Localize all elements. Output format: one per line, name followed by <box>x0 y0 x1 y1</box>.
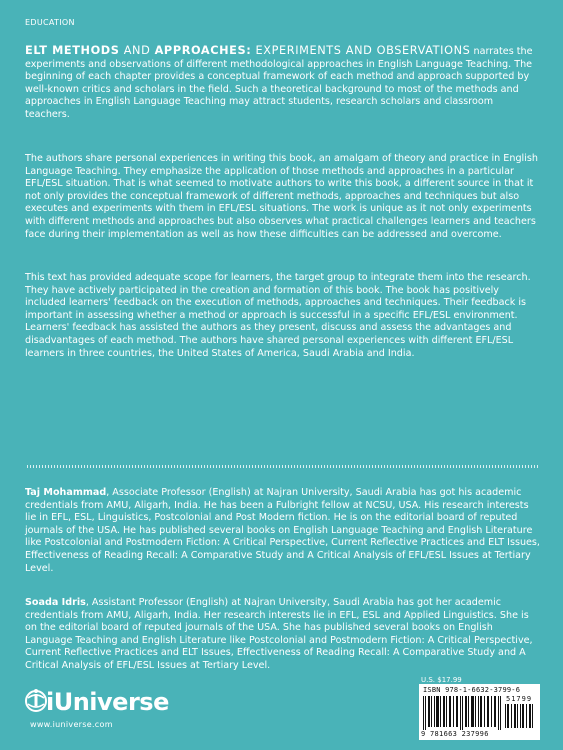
book-title-part3: EXPERIMENTS AND OBSERVATIONS <box>251 44 471 57</box>
publisher-website: www.iuniverse.com <box>30 720 113 729</box>
description-paragraph-2: The authors share personal experiences in writing this book, an amalgam of theory and practice in English Language Teaching. They emphasize the application of those methods and approaches in a particular EFL/ESL situation. That is what seemed to motivate authors to write this book, a different source in that it not only provides the conceptual framework of different methods, approaches and techniques but also executes and experiments with them in EFL/ESL situations. The work is unique as it not only experiments with different methods and approaches but also observes what practical challenges learners and teachers face during their implementation as well as how these difficulties can be addressed and overcome. <box>25 153 538 240</box>
author-bio-2 <box>25 597 540 673</box>
category-label: EDUCATION <box>25 18 75 27</box>
book-title-part1: ELT METHODS <box>25 44 120 57</box>
author-name: Soada Idris <box>25 597 86 608</box>
intro-text: narrates the experiments and observations of different methodological approaches in English Language Teaching. The beginning of each chapter provides a conceptual framework of each method and approach supported by well-known critics and scholars in the field. Such a theoretical background to most of the methods and approaches in English Language Teaching may attract students, research scholars and classroom teachers. <box>25 46 533 120</box>
isbn-barcode <box>419 684 540 740</box>
author-name: Taj Mohammad <box>25 487 107 498</box>
publisher-logo <box>24 686 174 716</box>
ean-barcode-bars <box>423 696 503 730</box>
addon-digits: 51799 <box>506 695 533 703</box>
intro-paragraph <box>25 45 540 122</box>
globe-icon <box>24 686 48 716</box>
publisher-name: iUniverse <box>46 688 169 716</box>
isbn-number: ISBN 978-1-6632-3799-6 <box>423 686 521 694</box>
description-paragraph-3: This text has provided adequate scope for learners, the target group to integrate them into the research. They have actively participated in the creation and formation of this book. The book has positively included learners' feedback on the execution of methods, approaches and techniques. Their feedback is important in assessing whether a method or approach is successful in a specific EFL/ESL environment. Learners' feedback has assisted the authors as they present, discuss and assess the advantages and disadvantages of each method. The authors have shared personal experiences with different EFL/ESL learners in three countries, the United States of America, Saudi Arabia and India. <box>25 272 531 359</box>
ean-digits: 9 781663 237996 <box>421 730 489 738</box>
book-title-and: AND <box>119 44 155 57</box>
author-bio-text: , Assistant Professor (English) at Najran University, Saudi Arabia has got her academic credentials from AMU, Aligarh, India. Her research interests lie in EFL, ESL and Applied Linguistics. She is on the editorial board of reputed journals of the USA. She has published several books on English Language Teaching and English Literature like Postcolonial and Postmodern Fiction: A Critical Perspective, Current Reflective Practices and ELT Issues, Effectiveness of Reading Recall: A Comparative Study and A Critical Analysis of EFL/ESL Issues at Tertiary Level. <box>25 597 533 671</box>
book-title-part2: APPROACHES: <box>154 44 252 57</box>
price-label: U.S. $17.99 <box>421 676 462 684</box>
section-divider <box>27 465 540 468</box>
author-bio-text: , Associate Professor (English) at Najran University, Saudi Arabia has got his academic credentials from AMU, Aligarh, India. He has been a Fulbright fellow at NCSU, USA. His research interests lie in EFL, ESL, Linguistics, Postcolonial and Post Modern fiction. He is on the editorial board of reputed journals of the USA. He has published several books on English Language Teaching and English Literature like Postcolonial and Postmodern Fiction: A Critical Perspective, Current Reflective Practices and ELT Issues, Effectiveness of Reading Recall: A Comparative Study and A Critical Analysis of EFL/ESL Issues at Tertiary Level. <box>25 487 540 574</box>
author-bio-1 <box>25 487 540 575</box>
addon-barcode-bars <box>505 704 535 728</box>
